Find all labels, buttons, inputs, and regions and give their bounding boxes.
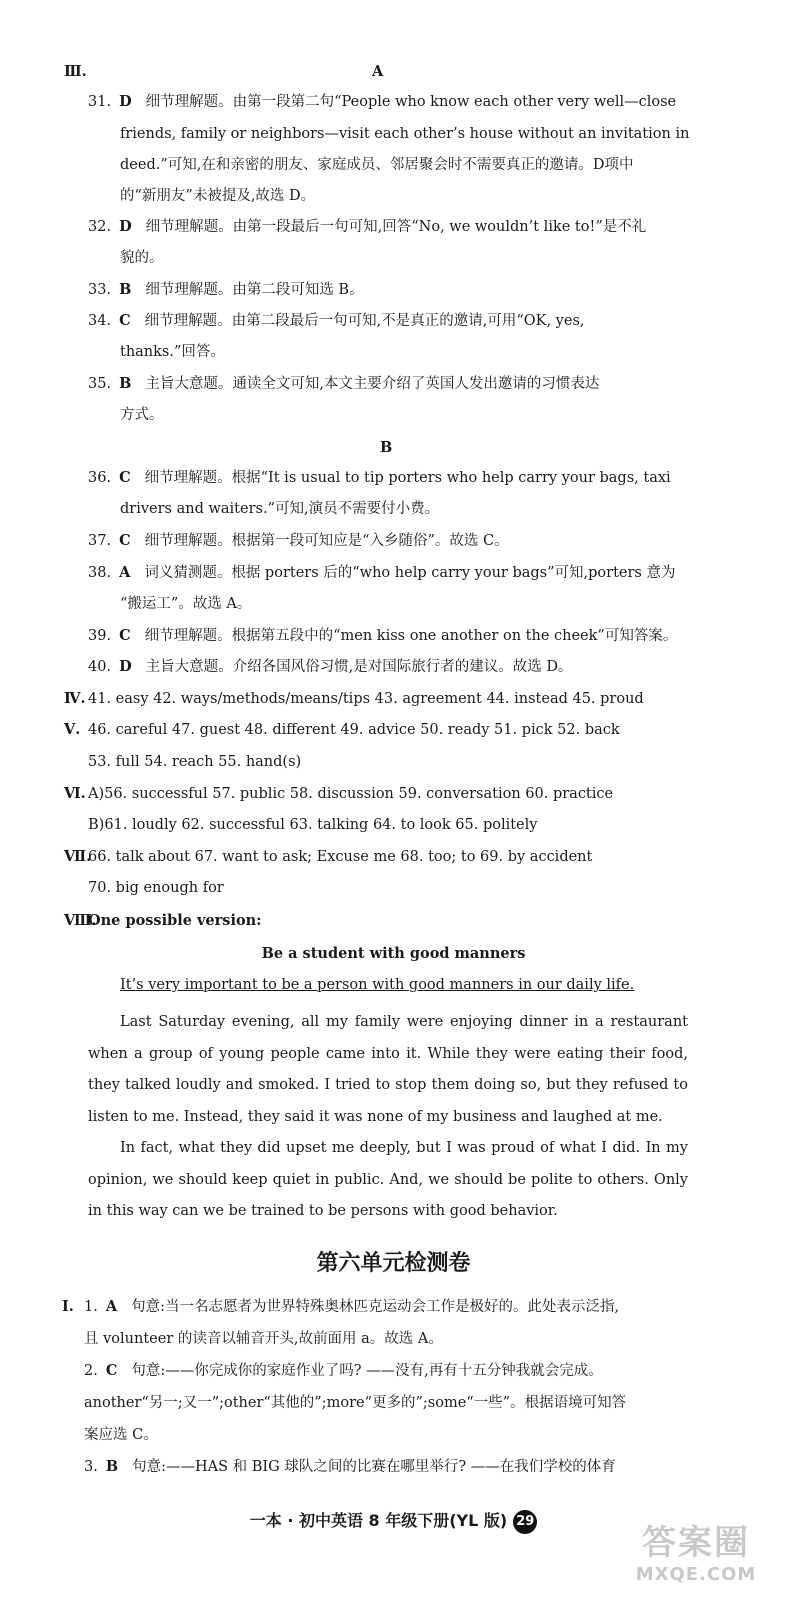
answer-letter: C	[119, 312, 131, 329]
watermark-logo	[621, 1522, 771, 1592]
answer-letter: A	[105, 1298, 118, 1315]
part-a-heading: A	[372, 63, 384, 80]
section-label-vii: Ⅶ.	[64, 848, 92, 865]
essay-topic-sentence: It’s very important to be a person with good manners in our daily life.	[120, 977, 635, 993]
section-label-i: Ⅰ.	[62, 1298, 74, 1315]
unit-title: 第六单元检测卷	[316, 1251, 471, 1276]
answer-letter: B	[119, 281, 132, 298]
section-label-viii: Ⅷ.	[64, 912, 97, 929]
answer-letter: B	[105, 1458, 119, 1475]
answer-page: Ⅲ. A 31. D 细节理解题。由第一段第二句“People who know each other very well—close friends, family or neighbors—visit each other’s house without an invitation in deed.”可知,在和亲密的朋友、家庭成员、邻居聚会时不需要真正的邀请。D项中 的“新朋友”未被提及,故选 D。 32. D 细节理解题。由第一段最后一句可知,回答“No, we wouldn’t like to!”是不礼 貌的。 33. B 细节理解题。由第二段可知选 B。 34. C 细节理解题。由第二段最后一句可知,不是真正的邀请,可用“OK, yes, thanks.”回答。 35. B 主旨大意题。通读全文可知,本文主要介绍了英国人发出邀请的习惯表达 方式。 B 36. C 细节理解题。根据“It is usual to tip porters who help carry your bags, taxi drivers and waiters.”可知,演员不需要付小费。 37. C 细节理解题。根据第一段可知应是“入乡随俗”。故选 C。 38. A 词义猜测题。根据 porters 后的“who help carry your bags”可知,porters 意为 “搬运工”。故选 A。 39. C 细节理解题。根据第五段中的“men kiss one another on the cheek”可知答案。 40. D 主旨大意题。介绍各国风俗习惯,是对国际旅行者的建议。故选 D。 Ⅳ. 41. easy 42. ways/methods/means/tips 43. agreement 44. instead 45. proud Ⅴ. 46. careful 47. guest 48. different 49. advice 50. ready 51. pick 52. back 53. full 54. reach 55. hand(s) Ⅵ. A)56. successful 57. public 58. discussion 59. conversation 60. practice B)61. loudly 62. successful 63. talking 64. to look 65. politely Ⅶ. 66. talk about 67. want to ask; Excuse me 68. too; to 69. by accident 70. big enough for Ⅷ. One possible version: Be a student with good manners It’s very important to be a person with good manners in our daily life. Last Saturday evening, all my family were enjoying dinner in a restaurant when a group of young people came into it. While they were eating their food, they talked loudly and smoked. I tried to stop them doing so, but they refused to listen to me. Instead, they said it was none of my business and laughed at me. In fact, what they did upset me deeply, but I was proud of what I did. In my opinion, we should keep quiet in public. And, we should be polite to others. Only in this way can we be trained to be persons with good behavior. 第六单元检测卷 Ⅰ. 1. A 句意:当一名志愿者为世界特殊奥林匹克运动会工作是极好的。此处表示泛指, 且 volunteer 的读音以辅音开头,故前面用 a。故选 A。 2. C 句意:——你完成你的家庭作业了吗? ——没有,再有十五分钟我就会完成。 another“另一;又一”;other“其他的”;more“更多的”;some“一些”。根据语境可知答 案应选 C。 3. B 句意:——HAS 和 BIG 球队之间的比赛在哪里举行? ——在我们学校的体育 一本 · 初中英语 8 年级下册(YL 版) 29 答案圈 MXQE.COM	[0, 0, 787, 1600]
answer-letter: C	[119, 469, 131, 486]
section-label-iii: Ⅲ.	[64, 63, 87, 80]
page-number: 29	[513, 1510, 537, 1534]
watermark-url: MXQE.COM	[635, 1564, 757, 1585]
essay-paragraph-2: In fact, what they did upset me deeply, but I was proud of what I did. In my opinion, we should keep quiet in public. And, we should be polite to others. Only in this way can we be trained to be persons with good behavior.	[88, 1140, 688, 1219]
book-title: 一本 · 初中英语 8 年级下册(YL 版)	[249, 1511, 508, 1530]
essay-paragraph-1: Last Saturday evening, all my family were enjoying dinner in a restaurant when a group of young people came into it. While they were eating their food, they talked loudly and smoked. I tried to stop them doing so, but they refused to listen to me. Instead, they said it was none of my business and laughed at me.	[88, 1014, 688, 1125]
answer-letter: C	[119, 627, 131, 644]
answer-letter: A	[119, 564, 131, 581]
answer-letter: D	[119, 218, 132, 235]
watermark-text: 答案圈	[642, 1523, 750, 1563]
answer-letter: D	[119, 658, 132, 675]
answer-letter: C	[105, 1362, 118, 1379]
answer-letter: C	[119, 532, 131, 549]
section-label-v: Ⅴ.	[64, 721, 81, 738]
essay-title: Be a student with good manners	[261, 945, 526, 962]
answer-letter: D	[119, 93, 132, 110]
answer-letter: B	[119, 375, 132, 392]
section-label-iv: Ⅳ.	[64, 690, 86, 707]
section-label-vi: Ⅵ.	[64, 785, 86, 802]
part-b-heading: B	[380, 439, 393, 456]
